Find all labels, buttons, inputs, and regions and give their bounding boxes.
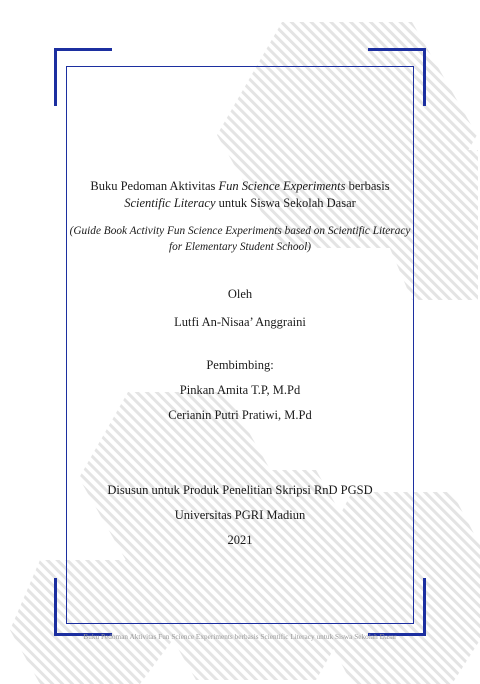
corner-bottom-right-v (423, 578, 426, 636)
author-label: Oleh (227, 287, 253, 301)
corner-top-right-h (368, 48, 426, 51)
corner-top-left-h (54, 48, 112, 51)
cover-title (0, 178, 480, 212)
cover-subtitle (0, 223, 480, 255)
page-footer: Buku Pedoman Aktivitas Fun Science Experiments berbasis Scientific Literacy untuk Siswa Sekolah Dasar (83, 633, 397, 641)
advisor-name-1: Pinkan Amita T.P, M.Pd (179, 383, 301, 397)
corner-bottom-left-v (54, 578, 57, 636)
corner-top-left-v (54, 48, 57, 106)
title-line-1: Buku Pedoman Aktivitas Fun Science Experiments berbasis (90, 179, 390, 193)
subtitle-line-1: (Guide Book Activity Fun Science Experiments based on Scientific Literacy (69, 225, 411, 237)
advisors-label: Pembimbing: (206, 358, 274, 372)
publication-purpose: Disusun untuk Produk Penelitian Skripsi RnD PGSD (107, 483, 373, 497)
author-name: Lutfi An-Nisaa’ Anggraini (174, 315, 306, 329)
title-line-2: Scientific Literacy untuk Siswa Sekolah Dasar (124, 196, 356, 210)
publication-year: 2021 (227, 533, 253, 547)
corner-top-right-v (423, 48, 426, 106)
subtitle-line-2: for Elementary Student School) (168, 241, 312, 253)
publication-institution: Universitas PGRI Madiun (174, 508, 306, 522)
advisor-name-2: Cerianin Putri Pratiwi, M.Pd (168, 408, 312, 422)
